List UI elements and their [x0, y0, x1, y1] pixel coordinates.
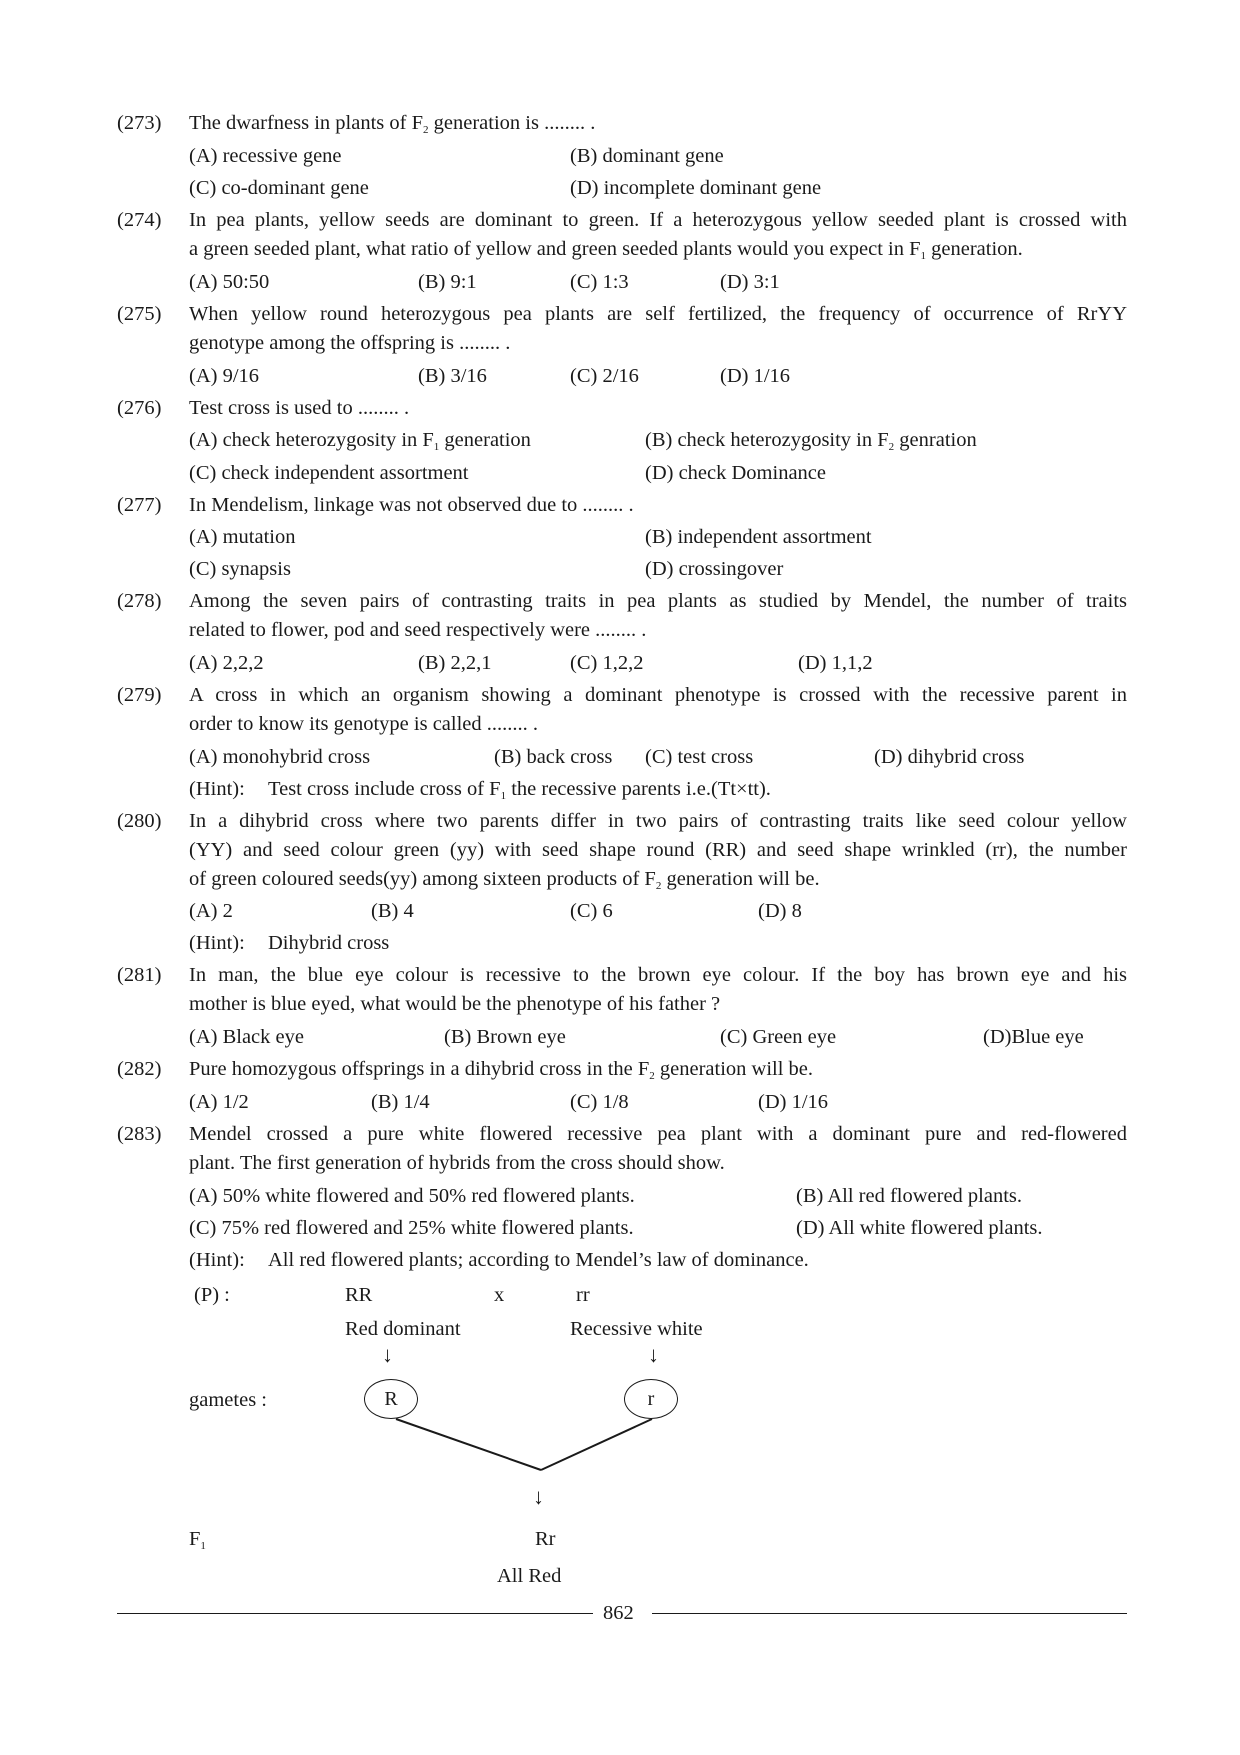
option-d: (D) dihybrid cross [874, 746, 1025, 768]
down-arrow-icon: ↓ [382, 1342, 393, 1367]
option-a: (A) 1/2 [189, 1091, 249, 1113]
option-c: (C) 6 [570, 900, 613, 922]
option-c: (C) check independent assortment [189, 462, 469, 484]
hint-text: All red flowered plants; according to Mendel’s law of dominance. [268, 1249, 809, 1271]
option-d: (D) incomplete dominant gene [570, 177, 822, 199]
gamete-r-dominant: R [364, 1379, 418, 1419]
gametes-label: gametes : [189, 1389, 267, 1411]
hint-text: Test cross include cross of $F_1$ the recessive parents i.e.(Tt×tt). [268, 778, 771, 802]
option-a: (A) check heterozygosity in $F_1$ generation [189, 429, 531, 453]
hint-label: (Hint): [189, 1249, 245, 1271]
option-d: (D) All white flowered plants. [796, 1217, 1043, 1239]
parent2-description: Recessive white [570, 1318, 703, 1340]
question-number: (282) [117, 1058, 162, 1080]
option-a: (A) 2 [189, 900, 233, 922]
f1-label: $F_1$ [189, 1528, 206, 1552]
option-a: (A) 50:50 [189, 271, 270, 293]
question-stem: In man, the blue eye colour is recessive to the brown eye colour. If the boy has brown eye and his mother is blue eyed, what would be the phenotype of his father ? [189, 964, 1127, 1015]
question-stem: Mendel crossed a pure white flowered recessive pea plant with a dominant pure and red-flowered plant. The first generation of hybrids from the cross should show. [189, 1123, 1127, 1174]
option-c: (C) 1/8 [570, 1091, 629, 1113]
gamete-r-recessive: r [624, 1379, 678, 1419]
question-stem: In pea plants, yellow seeds are dominant to green. If a heterozygous yellow seeded plant is crossed with a green seeded plant, what ratio of yellow and green seeded plants would you expect in $F_1$ generation. [189, 209, 1127, 262]
option-a: (A) Black eye [189, 1026, 304, 1048]
option-d: (D) crossingover [645, 558, 784, 580]
question-number: (273) [117, 112, 162, 134]
option-d: (D) 8 [758, 900, 802, 922]
question-number: (276) [117, 397, 162, 419]
option-d: (D) 1/16 [758, 1091, 829, 1113]
option-b: (B) dominant gene [570, 145, 724, 167]
question-number: (274) [117, 209, 162, 231]
option-a: (A) recessive gene [189, 145, 342, 167]
question-stem: A cross in which an organism showing a dominant phenotype is crossed with the recessive parent in order to know its genotype is called ........ . [189, 684, 1127, 735]
option-b: (B) 3/16 [418, 365, 487, 387]
question-stem: Test cross is used to ........ . [189, 397, 410, 419]
question-stem: Pure homozygous offsprings in a dihybrid cross in the $F_2$ generation will be. [189, 1058, 814, 1082]
parent1-description: Red dominant [345, 1318, 461, 1340]
option-a: (A) 9/16 [189, 365, 260, 387]
footer-rule-right [652, 1613, 1127, 1614]
question-number: (278) [117, 590, 162, 612]
option-d: (D) 3:1 [720, 271, 780, 293]
question-stem: When yellow round heterozygous pea plants are self fertilized, the frequency of occurrence of RrYY genotype among the offspring is ........ . [189, 303, 1127, 354]
parent1-genotype: RR [345, 1284, 373, 1306]
option-b: (B) All red flowered plants. [796, 1185, 1023, 1207]
down-arrow-icon: ↓ [533, 1484, 544, 1509]
option-a: (A) 50% white flowered and 50% red flowered plants. [189, 1185, 635, 1207]
option-c: (C) 1,2,2 [570, 652, 644, 674]
option-b: (B) 9:1 [418, 271, 477, 293]
cross-symbol: x [494, 1284, 505, 1306]
question-number: (281) [117, 964, 162, 986]
question-number: (275) [117, 303, 162, 325]
option-d: (D) 1,1,2 [798, 652, 873, 674]
option-b: (B) Brown eye [444, 1026, 566, 1048]
question-number: (280) [117, 810, 162, 832]
question-stem: The dwarfness in plants of $F_2$ generation is ........ . [189, 112, 596, 136]
option-c: (C) 75% red flowered and 25% white flowered plants. [189, 1217, 634, 1239]
option-c: (C) 1:3 [570, 271, 629, 293]
question-stem: In a dihybrid cross where two parents differ in two pairs of contrasting traits like seed colour yellow (YY) and seed colour green (yy) with seed shape round (RR) and seed shape wrinkled (rr), the number of green coloured seeds(yy) among sixteen products of $F_2$ generation will be. [189, 810, 1127, 892]
option-b: (B) back cross [494, 746, 613, 768]
option-b: (B) independent assortment [645, 526, 872, 548]
cross-line-right [541, 1419, 652, 1470]
option-d: (D) check Dominance [645, 462, 826, 484]
f1-phenotype: All Red [497, 1565, 562, 1587]
hint-label: (Hint): [189, 778, 245, 800]
down-arrow-icon: ↓ [648, 1342, 659, 1367]
parent2-genotype: rr [576, 1284, 590, 1306]
option-b: (B) check heterozygosity in $F_2$ genration [645, 429, 977, 453]
cross-line-left [396, 1419, 541, 1470]
option-c: (C) co-dominant gene [189, 177, 369, 199]
question-number: (283) [117, 1123, 162, 1145]
p-label: (P) : [194, 1284, 230, 1306]
option-c: (C) synapsis [189, 558, 291, 580]
option-a: (A) mutation [189, 526, 296, 548]
question-number: (279) [117, 684, 162, 706]
option-b: (B) 1/4 [371, 1091, 430, 1113]
option-c: (C) test cross [645, 746, 754, 768]
hint-text: Dihybrid cross [268, 932, 390, 954]
option-b: (B) 2,2,1 [418, 652, 492, 674]
option-c: (C) 2/16 [570, 365, 639, 387]
option-a: (A) monohybrid cross [189, 746, 371, 768]
page-number: 862 [603, 1602, 634, 1624]
footer-rule-left [117, 1613, 593, 1614]
option-a: (A) 2,2,2 [189, 652, 264, 674]
option-b: (B) 4 [371, 900, 414, 922]
question-stem: In Mendelism, linkage was not observed due to ........ . [189, 494, 634, 516]
option-d: (D) 1/16 [720, 365, 791, 387]
question-number: (277) [117, 494, 162, 516]
f1-genotype: Rr [535, 1528, 556, 1550]
question-stem: Among the seven pairs of contrasting traits in pea plants as studied by Mendel, the number of traits related to flower, pod and seed respectively were ........ . [189, 590, 1127, 641]
hint-label: (Hint): [189, 932, 245, 954]
option-d: (D)Blue eye [983, 1026, 1084, 1048]
option-c: (C) Green eye [720, 1026, 837, 1048]
